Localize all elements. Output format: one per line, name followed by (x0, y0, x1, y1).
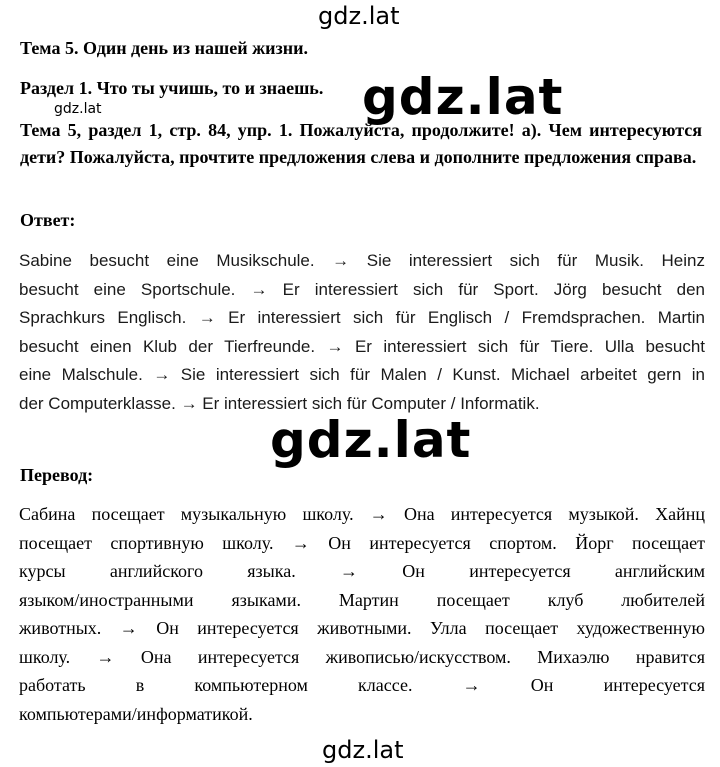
translation-line: животных. → Он интересуется животными. Улла посещает художественную (19, 618, 705, 638)
translation-line: посещает спортивную школу. → Он интересуется спортом. Йорг посещает (19, 532, 705, 553)
task-text: Тема 5, раздел 1, стр. 84, упр. 1. Пожалуйста, продолжите! а). Чем интересуются дети? Пожалуйста, прочтите предложения слева и дополните предложения справа. (20, 120, 702, 167)
answer-label: Ответ: (20, 210, 76, 230)
answer-line: eine Malschule. → Sie interessiert sich für Malen / Kunst. Michael arbeitet gern in (19, 365, 705, 384)
answer-line: Sabine besucht eine Musikschule. → Sie interessiert sich für Musik. Heinz (19, 251, 705, 270)
answer-line: besucht eine Sportschule. → Er interessiert sich für Sport. Jörg besucht den (19, 279, 705, 299)
translation-line: Сабина посещает музыкальную школу. → Она интересуется музыкой. Хайнц (19, 504, 705, 524)
translation-text (19, 500, 705, 728)
watermark-large-middle: gdz.lat (270, 411, 472, 469)
translation-line: компьютерами/информатикой. (19, 703, 253, 724)
section-heading: Раздел 1. Что ты учишь, то и знаешь. (20, 78, 324, 98)
translation-line: школу. → Она интересуется живописью/искусством. Михаэлю нравится (19, 646, 705, 667)
translation-line: курсы английского языка. → Он интересуется английским (19, 561, 705, 581)
translation-label: Перевод: (20, 465, 94, 485)
answer-line: der Computerklasse. → Er interessiert sich für Computer / Informatik. (19, 393, 540, 413)
answer-line: Sprachkurs Englisch. → Er interessiert sich für Englisch / Fremdsprachen. Martin (19, 308, 705, 327)
answer-line: besucht einen Klub der Tierfreunde. → Er interessiert sich für Tiere. Ulla besucht (19, 336, 705, 356)
translation-line: работать в компьютерном классе. → Он интересуется (19, 675, 705, 695)
watermark-top: gdz.lat (318, 2, 400, 30)
translation-line: языком/иностранными языками. Мартин посещает клуб любителей (19, 589, 705, 610)
watermark-small: gdz.lat (54, 101, 102, 117)
watermark-bottom: gdz.lat (322, 736, 404, 764)
watermark-large-upper: gdz.lat (362, 68, 564, 126)
topic-heading: Тема 5. Один день из нашей жизни. (20, 38, 308, 58)
answer-text (19, 247, 705, 418)
